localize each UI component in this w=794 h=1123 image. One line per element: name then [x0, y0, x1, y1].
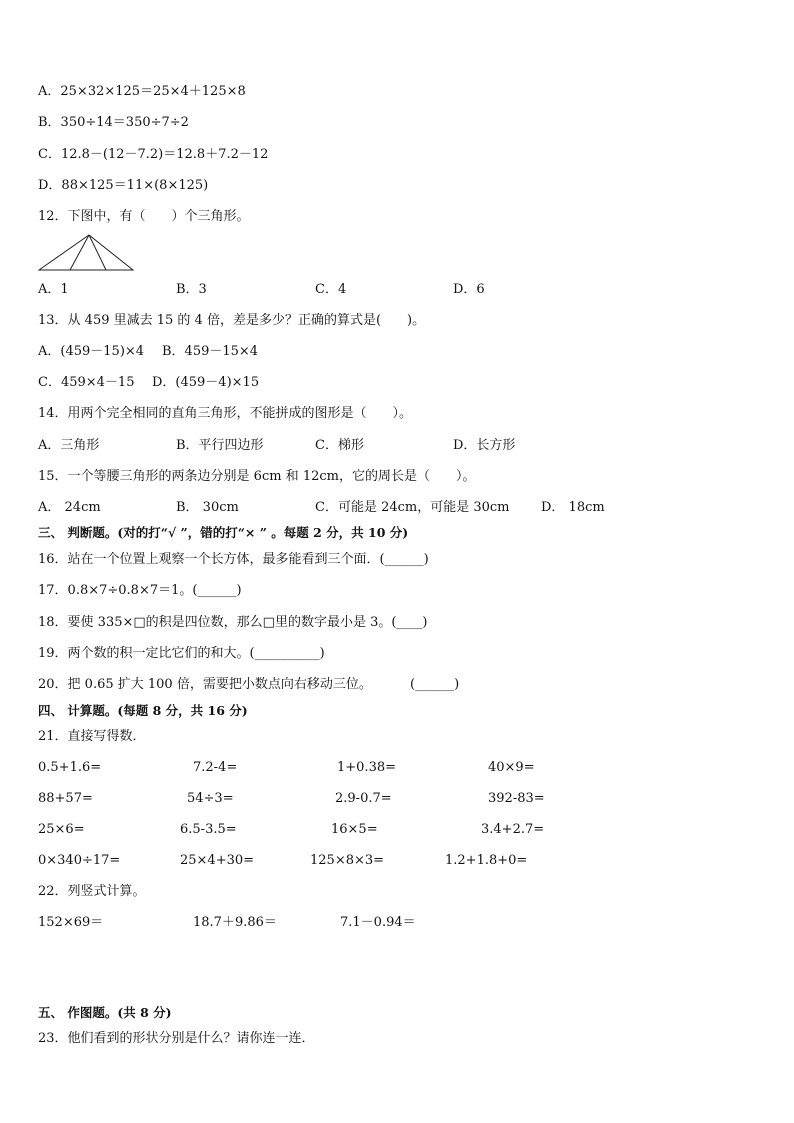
- calc-item: 0×340÷17=: [38, 853, 121, 868]
- q13-option-a: A．(459－15)×4: [38, 344, 145, 359]
- calc-item: 54÷3=: [187, 791, 234, 806]
- calc-item: 3.4+2.7=: [481, 822, 545, 837]
- q15-option-b: B． 30cm: [176, 500, 239, 515]
- calc-item: 25×4+30=: [180, 853, 255, 868]
- calc-item: 40×9=: [488, 760, 535, 775]
- q11-option-a: A．25×32×125＝25×4＋125×8: [38, 84, 246, 99]
- q21-stem: 21．直接写得数．: [38, 729, 146, 744]
- q11-option-d: D．88×125＝11×(8×125): [38, 178, 209, 193]
- section5-heading: 五、 作图题。(共 8 分): [38, 1005, 172, 1020]
- q17: 17．0.8×7÷0.8×7＝1。(______): [38, 583, 242, 598]
- calc-item: 88+57=: [38, 791, 93, 806]
- vertical-calc-item: 18.7＋9.86＝: [193, 915, 277, 930]
- q14-option-b: B．平行四边形: [176, 438, 264, 453]
- q19: 19．两个数的积一定比它们的和大。(__________): [38, 646, 325, 661]
- calc-item: 25×6=: [38, 822, 85, 837]
- q18: 18．要使 335×□的积是四位数，那么□里的数字最小是 3。(____): [38, 615, 428, 630]
- calc-item: 16×5=: [331, 822, 378, 837]
- q23-stem: 23．他们看到的形状分别是什么？请你连一连．: [38, 1031, 315, 1046]
- q15-option-a: A． 24cm: [38, 500, 101, 515]
- q15-option-c: C．可能是 24cm，可能是 30cm: [315, 500, 510, 515]
- calc-item: 7.2-4=: [193, 760, 238, 775]
- calc-item: 2.9-0.7=: [335, 791, 392, 806]
- q20: 20．把 0.65 扩大 100 倍，需要把小数点向右移动三位。: [38, 677, 372, 692]
- q12-option-c: C．4: [315, 282, 347, 297]
- section4-heading: 四、 计算题。(每题 8 分，共 16 分): [38, 703, 248, 718]
- calc-item: 125×8×3=: [310, 853, 385, 868]
- calc-item: 392-83=: [488, 791, 545, 806]
- q11-option-b: B．350÷14＝350÷7÷2: [38, 115, 189, 130]
- q15-option-d: D． 18cm: [541, 500, 605, 515]
- vertical-calc-item: 152×69＝: [38, 915, 104, 930]
- q13-option-b: B．459－15×4: [162, 344, 259, 359]
- section3-heading: 三、 判断题。(对的打“√ ”，错的打“× ” 。每题 2 分，共 10 分): [38, 525, 409, 540]
- calc-item: 1+0.38=: [337, 760, 397, 775]
- q14-option-c: C．梯形: [315, 438, 364, 453]
- q13-stem: 13．从 459 里减去 15 的 4 倍，差是多少？正确的算式是( )。: [38, 313, 426, 328]
- q14-stem: 14．用两个完全相同的直角三角形，不能拼成的图形是（ ）。: [38, 406, 413, 421]
- q13-option-c: C．459×4－15: [38, 375, 135, 390]
- q12-option-a: A．1: [38, 282, 69, 297]
- q12-stem: 12．下图中，有（ ）个三角形。: [38, 209, 250, 224]
- q14-option-d: D．长方形: [453, 438, 516, 453]
- q12-option-b: B．3: [176, 282, 207, 297]
- q11-option-c: C．12.8－(12－7.2)＝12.8＋7.2－12: [38, 147, 269, 162]
- calc-item: 6.5-3.5=: [180, 822, 237, 837]
- q12-option-d: D．6: [453, 282, 485, 297]
- q15-stem: 15．一个等腰三角形的两条边分别是 6cm 和 12cm，它的周长是（ ）。: [38, 469, 476, 484]
- q14-option-a: A．三角形: [38, 438, 100, 453]
- q22-stem: 22．列竖式计算。: [38, 884, 146, 899]
- q13-option-d: D．(459－4)×15: [152, 375, 260, 390]
- calc-item: 1.2+1.8+0=: [445, 853, 528, 868]
- q20-answer-blank: (______): [410, 677, 460, 692]
- calc-item: 0.5+1.6=: [38, 760, 102, 775]
- q16: 16．站在一个位置上观察一个长方体，最多能看到三个面．(______): [38, 552, 429, 567]
- vertical-calc-item: 7.1－0.94＝: [340, 915, 416, 930]
- triangle-figure: [38, 233, 134, 273]
